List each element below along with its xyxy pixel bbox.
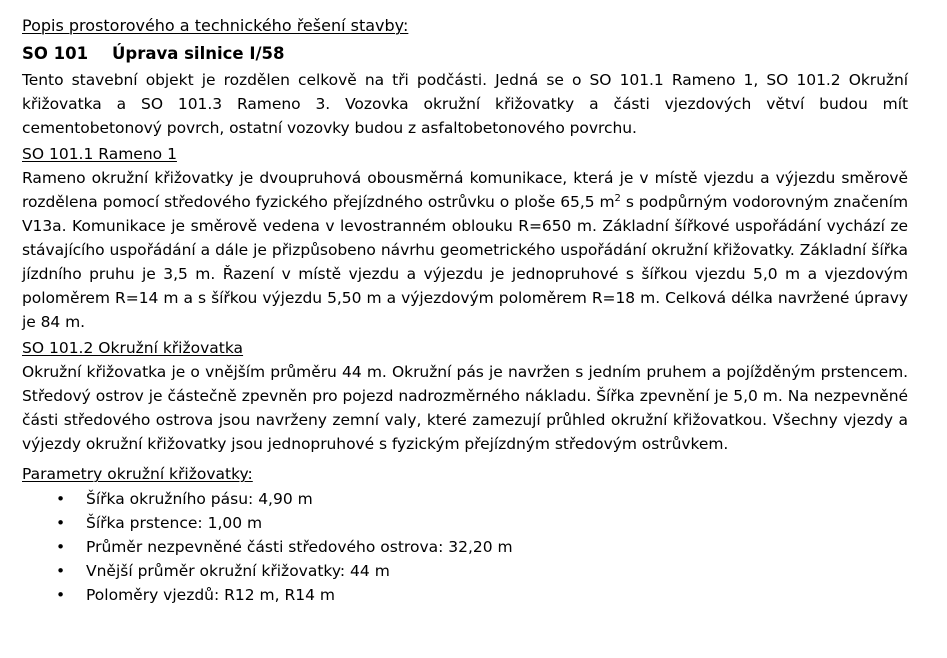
parameter-text: Šířka prstence: 1,00 m	[86, 514, 263, 532]
parameter-item	[22, 535, 908, 559]
bullet-icon: •	[56, 490, 66, 508]
rameno1-text-part2: s podpůrným vodorovným značením V13a. Komunikace je směrově vedena v levostranném oblouku R=650 m. Základní šířkové uspořádání vychází ze stávajícího uspořádání a dále je přizpůsobeno návrhu geometrického uspořádání okružní křižovatky. Základní šířka jízdního pruhu je 3,5 m. Řazení v místě vjezdu a výjezdu je jednopruhové s šířkou vjezdu 5,0 m a vjezdovým poloměrem R=14 m a s šířkou výjezdu 5,50 m a výjezdovým poloměrem R=18 m. Celková délka navržené úpravy je 84 m.	[22, 193, 908, 331]
bullet-icon: •	[56, 562, 66, 580]
rameno1-superscript: 2	[614, 193, 621, 204]
parameter-item	[22, 511, 908, 535]
parameter-text: Šířka okružního pásu: 4,90 m	[86, 490, 313, 508]
bullet-icon: •	[56, 514, 66, 532]
parameter-text: Vnější průměr okružní křižovatky: 44 m	[86, 562, 390, 580]
okruzni-paragraph: Okružní křižovatka je o vnějším průměru 44 m. Okružní pás je navržen s jedním pruhem a pojížděným prstencem. Středový ostrov je částečně zpevněn pro pojezd nadrozměrného nákladu. Šířka zpevnění je 5,0 m. Na nezpevněné části středového ostrova jsou navrženy zemní valy, které zamezují průhled okružní křižovatkou. Všechny vjezdy a výjezdy okružní křižovatky jsou jednopruhové s fyzickým přejízdným středovým ostrůvkem.	[22, 363, 908, 453]
parameter-text: Poloměry vjezdů: R12 m, R14 m	[86, 586, 336, 604]
rameno1-paragraph	[22, 166, 908, 334]
okruzni-heading: SO 101.2 Okružní křižovatka	[22, 339, 244, 357]
parameter-item	[22, 583, 908, 607]
bullet-icon: •	[56, 586, 66, 604]
section-title: Popis prostorového a technického řešení stavby:	[22, 16, 409, 35]
object-code: SO 101	[22, 44, 89, 63]
object-heading	[22, 41, 908, 67]
parameter-item	[22, 487, 908, 511]
object-intro-paragraph: Tento stavební objekt je rozdělen celkově na tři podčásti. Jedná se o SO 101.1 Rameno 1, SO 101.2 Okružní křižovatka a SO 101.3 Rameno 3. Vozovka okružní křižovatky a části vjezdových větví budou mít cementobetonový povrch, ostatní vozovky budou z asfaltobetonového povrchu.	[22, 71, 908, 137]
bullet-icon: •	[56, 538, 66, 556]
parameters-heading: Parametry okružní křižovatky:	[22, 465, 253, 483]
rameno1-text-part1: Rameno okružní křižovatky je dvoupruhová obousměrná komunikace, která je v místě vjezdu a výjezdu směrově rozdělena pomocí středového fyzického přejízdného ostrůvku o ploše 65,5 m	[22, 169, 908, 211]
document-page	[22, 14, 908, 607]
object-name: Úprava silnice I/58	[112, 44, 285, 63]
parameter-item	[22, 559, 908, 583]
parameters-list	[22, 487, 908, 607]
rameno1-heading: SO 101.1 Rameno 1	[22, 145, 177, 163]
parameter-text: Průměr nezpevněné části středového ostrova: 32,20 m	[86, 538, 513, 556]
